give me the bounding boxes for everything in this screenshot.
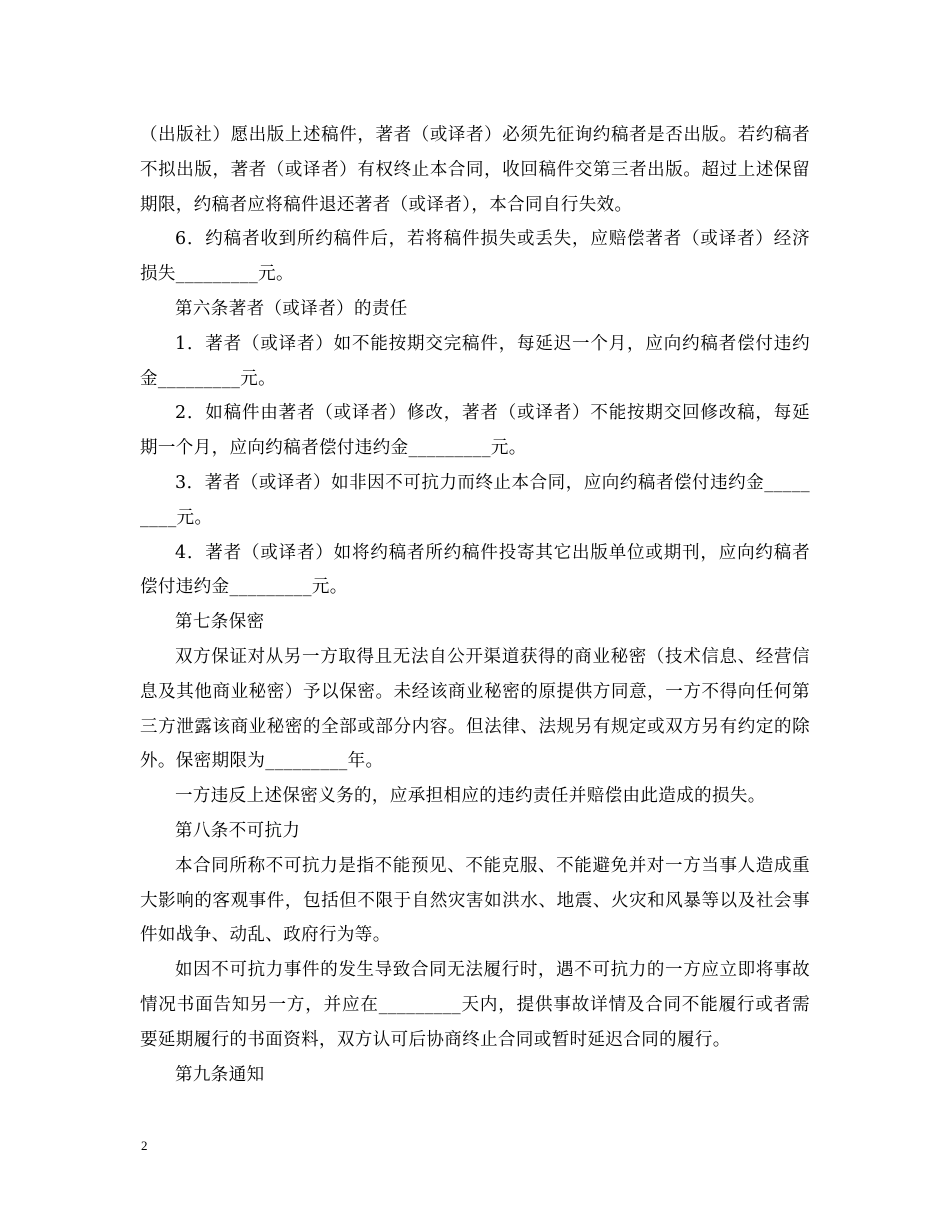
paragraph: 1．著者（或译者）如不能按期交完稿件，每延迟一个月，应向约稿者偿付违约金_________元。 [140,333,810,389]
paragraph: 4．著者（或译者）如将约稿者所约稿件投寄其它出版单位或期刊，应向约稿者偿付违约金_________元。 [140,542,810,598]
paragraph: 如因不可抗力事件的发生导致合同无法履行时，遇不可抗力的一方应立即将事故情况书面告知另一方，并应在_________天内，提供事故详情及合同不能履行或者需要延期履行的书面资料，双方认可后协商终止合同或暂时延迟合同的履行。 [140,960,810,1050]
paragraph: 2．如稿件由著者（或译者）修改，著者（或译者）不能按期交回修改稿，每延期一个月，应向约稿者偿付违约金_________元。 [140,403,810,459]
document-body [140,118,810,1092]
section-heading: 第九条通知 [175,1064,265,1085]
paragraph: 一方违反上述保密义务的，应承担相应的违约责任并赔偿由此造成的损失。 [175,786,766,807]
section-heading: 第八条不可抗力 [175,820,301,841]
page-number: 2 [141,1138,148,1153]
paragraph: 3．著者（或译者）如非因不可抗力而终止本合同，应向约稿者偿付违约金_________元。 [140,472,810,528]
paragraph: （出版社）愿出版上述稿件，著者（或译者）必须先征询约稿者是否出版。若约稿者不拟出版，著者（或译者）有权终止本合同，收回稿件交第三者出版。超过上述保留期限，约稿者应将稿件退还著者（或译者），本合同自行失效。 [140,125,810,215]
section-heading: 第七条保密 [175,612,265,633]
paragraph: 双方保证对从另一方取得且无法自公开渠道获得的商业秘密（技术信息、经营信息及其他商业秘密）予以保密。未经该商业秘密的原提供方同意，一方不得向任何第三方泄露该商业秘密的全部或部分内容。但法律、法规另有规定或双方另有约定的除外。保密期限为_________年。 [140,646,810,772]
section-heading: 第六条著者（或译者）的责任 [175,298,408,319]
paragraph: 6．约稿者收到所约稿件后，若将稿件损失或丢失，应赔偿著者（或译者）经济损失_________元。 [140,229,810,285]
paragraph: 本合同所称不可抗力是指不能预见、不能克服、不能避免并对一方当事人造成重大影响的客观事件，包括但不限于自然灾害如洪水、地震、火灾和风暴等以及社会事件如战争、动乱、政府行为等。 [140,855,810,946]
